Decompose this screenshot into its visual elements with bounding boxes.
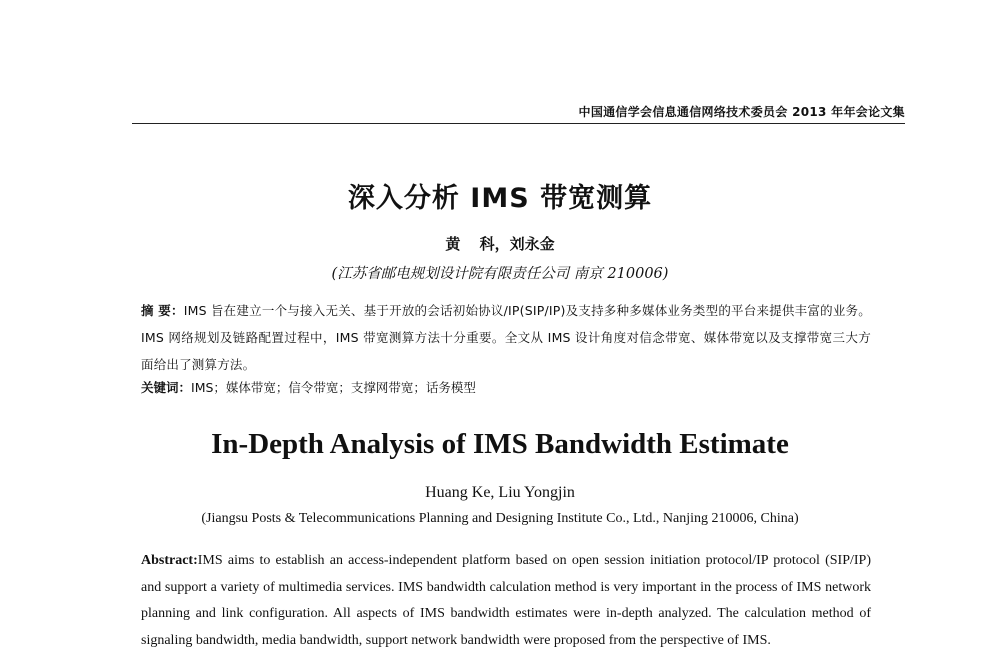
chinese-abstract-label: 摘 要： <box>141 303 184 318</box>
english-abstract-label: Abstract: <box>141 553 198 568</box>
english-abstract-text: IMS aims to establish an access-independent platform based on open session initiation protocol/IP protocol (SIP/IP) and support a variety of multimedia services. IMS bandwidth calculation method is very important in the process of IMS network planning and link configuration. All aspects of IMS bandwidth estimates were in-depth analyzed. The calculation method of signaling bandwidth, media bandwidth, support network bandwidth were proposed from the perspective of IMS. <box>141 553 871 648</box>
english-abstract <box>141 548 871 654</box>
chinese-abstract-text: IMS 旨在建立一个与接入无关、基于开放的会话初始协议/IP(SIP/IP)及支持多种多媒体业务类型的平台来提供丰富的业务。IMS 网络规划及链路配置过程中，IMS 带宽测算方法十分重要。全文从 IMS 设计角度对信念带宽、媒体带宽以及支撑带宽三大方面给出了测算方法。 <box>141 303 871 372</box>
chinese-affiliation: (江苏省邮电规划设计院有限责任公司 南京 210006) <box>331 266 669 282</box>
chinese-title: 深入分析 IMS 带宽测算 <box>347 183 653 214</box>
running-header: 中国通信学会信息通信网络技术委员会 2013 年年会论文集 <box>578 105 905 119</box>
english-title: In-Depth Analysis of IMS Bandwidth Estimate <box>211 428 789 460</box>
english-authors: Huang Ke, Liu Yongjin <box>425 484 575 501</box>
chinese-keywords-text: IMS；媒体带宽；信令带宽；支撑网带宽；话务模型 <box>191 380 476 395</box>
chinese-keywords <box>141 377 871 399</box>
chinese-authors: 黄 科，刘永金 <box>445 235 555 253</box>
english-affiliation: (Jiangsu Posts & Telecommunications Planning and Designing Institute Co., Ltd., Nanjing 210006, China) <box>201 511 799 526</box>
header-rule <box>132 123 905 124</box>
chinese-abstract <box>141 297 871 378</box>
chinese-keywords-label: 关键词： <box>141 380 192 395</box>
